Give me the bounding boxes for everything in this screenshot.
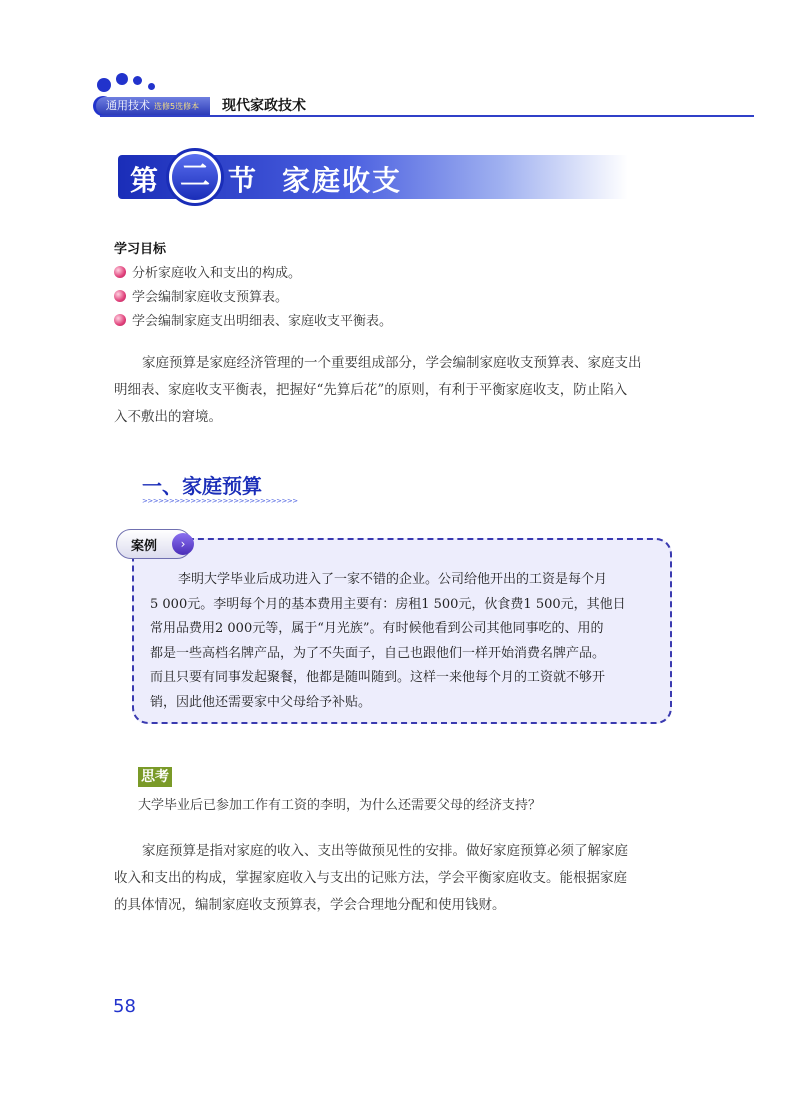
section-number: 二	[172, 154, 218, 200]
bullet-icon	[114, 314, 126, 326]
intro-line: 家庭预算是家庭经济管理的一个重要组成部分，学会编制家庭收支预算表、家庭支出	[142, 355, 642, 371]
goal-text: 学会编制家庭收支预算表。	[132, 290, 289, 305]
goal-text: 分析家庭收入和支出的构成。	[132, 266, 302, 281]
goal-item	[114, 310, 392, 329]
page-number: 58	[113, 996, 136, 1017]
case-line: 5 000元。李明每个月的基本费用主要有：房租1 500元，伙食费1 500元，其他日	[150, 596, 626, 612]
think-question: 大学毕业后已参加工作有工资的李明，为什么还需要父母的经济支持？	[138, 798, 542, 813]
section-prefix: 第	[130, 164, 161, 197]
heading-family-budget: 一、家庭预算	[142, 474, 262, 498]
header-dot-small-2	[133, 76, 142, 85]
intro-line: 入不敷出的窘境。	[114, 409, 222, 425]
header-book-tag	[96, 97, 210, 115]
bullet-icon	[114, 290, 126, 302]
body-line: 收入和支出的构成，掌握家庭收入与支出的记账方法，学会平衡家庭收支。能根据家庭	[114, 870, 627, 886]
case-line: 李明大学毕业后成功进入了一家不错的企业。公司给他开出的工资是每个月	[178, 572, 608, 587]
goal-item	[114, 286, 288, 305]
section-title: 家庭收支	[282, 164, 403, 197]
case-line: 常用品费用2 000元等，属于“月光族”。有时候他看到公司其他同事吃的、用的	[150, 621, 604, 636]
header-dot-medium	[97, 78, 111, 92]
header-title: 现代家政技术	[222, 98, 306, 114]
section-suffix: 节	[228, 164, 259, 197]
body-paragraph	[114, 838, 684, 919]
goals-title: 学习目标	[114, 242, 167, 257]
case-line: 都是一些高档名牌产品，为了不失面子，自己也跟他们一样开始消费名牌产品。	[150, 645, 606, 661]
bullet-icon	[114, 266, 126, 278]
goal-item	[114, 262, 301, 281]
case-label: 案例	[131, 539, 158, 554]
header-book: 通用技术	[106, 99, 150, 112]
intro-line: 明细表、家庭收支平衡表，把握好“先算后花”的原则，有利于平衡家庭收支，防止陷入	[114, 382, 628, 398]
body-line: 的具体情况，编制家庭收支预算表，学会合理地分配和使用钱财。	[114, 897, 506, 913]
body-line: 家庭预算是指对家庭的收入、支出等做预见性的安排。做好家庭预算必须了解家庭	[142, 843, 628, 859]
header-dot-small-1	[116, 73, 128, 85]
case-line: 销，因此他还需要家中父母给予补贴。	[150, 694, 372, 710]
think-label: 思考	[138, 767, 172, 787]
heading-arrows: >>>>>>>>>>>>>>>>>>>>>>>>>>>>>	[142, 497, 298, 505]
chevron-right-icon: ›	[172, 533, 194, 555]
header-sub: 选修5选修本	[154, 102, 200, 111]
case-line: 而且只要有同事发起聚餐，他都是随叫随到。这样一来他每个月的工资就不够开	[150, 670, 606, 685]
case-text	[150, 568, 660, 715]
header-dot-small-3	[148, 83, 155, 90]
intro-paragraph	[114, 350, 684, 431]
goal-text: 学会编制家庭支出明细表、家庭收支平衡表。	[132, 314, 393, 329]
